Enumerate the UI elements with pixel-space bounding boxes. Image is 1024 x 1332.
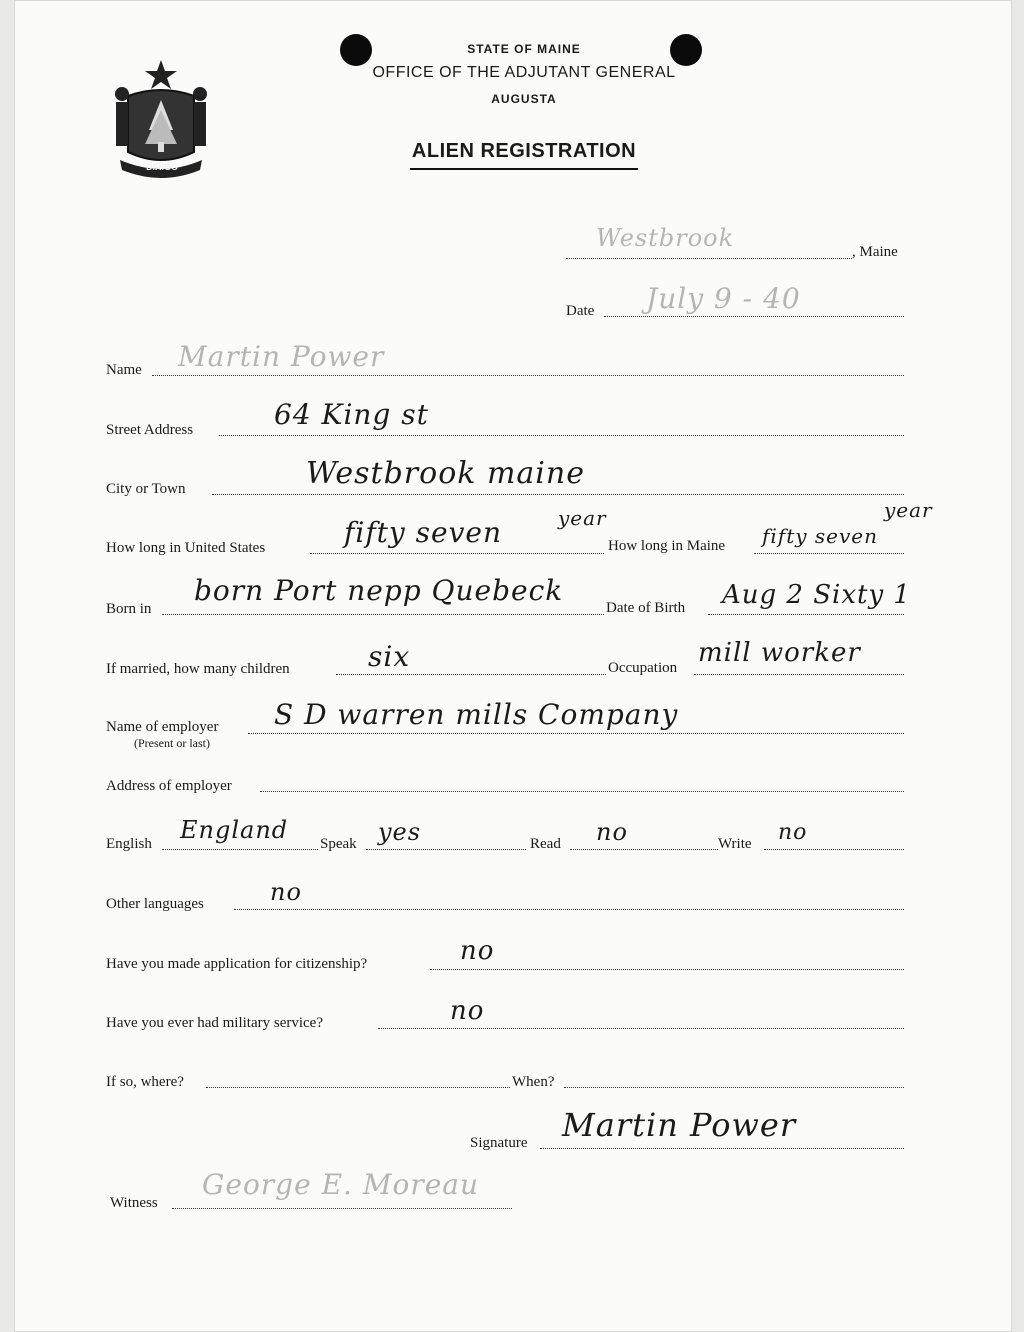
header-office: OFFICE OF THE ADJUTANT GENERAL [372, 64, 676, 81]
write-line [764, 849, 904, 850]
military-label: Have you ever had military service? [106, 1015, 323, 1031]
date-value: July 9 - 40 [646, 282, 801, 315]
form-title [314, 140, 734, 163]
employer-address-label: Address of employer [106, 778, 232, 794]
when-label: When? [512, 1074, 555, 1090]
us-duration-value: fifty seven [344, 516, 503, 549]
witness-line [172, 1208, 512, 1209]
speak-value: yes [378, 818, 422, 846]
signature-value: Martin Power [562, 1106, 797, 1144]
english-line [162, 849, 318, 850]
read-line [570, 849, 718, 850]
maine-duration-label: How long in Maine [608, 538, 726, 554]
us-duration-line [310, 553, 604, 554]
maine-duration-value: fifty seven [762, 524, 879, 548]
date-label: Date [566, 303, 595, 319]
employer-sublabel: (Present or last) [134, 736, 210, 750]
dob-value: Aug 2 Sixty 1 [722, 580, 911, 610]
name-value: Martin Power [178, 340, 385, 373]
when-line [564, 1087, 904, 1088]
english-label: English [106, 836, 152, 852]
name-label: Name [106, 362, 142, 378]
employer-line [248, 733, 904, 734]
dob-line [708, 614, 904, 615]
city-line [212, 494, 904, 495]
town-line [566, 258, 852, 259]
form-page [14, 0, 1012, 1332]
street-value: 64 King st [274, 398, 429, 431]
military-line [378, 1028, 904, 1029]
header-state: STATE OF MAINE [467, 42, 581, 56]
where-label: If so, where? [106, 1074, 184, 1090]
maine-duration-line [754, 553, 904, 554]
dob-label: Date of Birth [606, 600, 686, 616]
read-label: Read [530, 836, 561, 852]
state-seal [106, 56, 216, 184]
us-duration-label: How long in United States [106, 540, 266, 556]
citizenship-line [430, 969, 904, 970]
speak-line [366, 849, 526, 850]
other-languages-label: Other languages [106, 896, 204, 912]
read-value: no [596, 818, 628, 846]
seal-motto: DIRIGO [145, 162, 178, 172]
children-label: If married, how many children [106, 661, 290, 677]
born-label: Born in [106, 601, 152, 617]
maine-duration-unit: year [884, 498, 933, 522]
other-languages-value: no [270, 878, 302, 906]
employer-value: S D warren mills Company [274, 698, 679, 731]
born-value: born Port nepp Quebeck [194, 574, 564, 607]
employer-address-line [260, 791, 904, 792]
born-line [162, 614, 604, 615]
name-line [152, 375, 904, 376]
write-label: Write [718, 836, 752, 852]
write-value: no [778, 820, 808, 845]
english-value: England [180, 816, 289, 844]
signature-label: Signature [470, 1135, 528, 1151]
occupation-value: mill worker [698, 638, 861, 668]
military-value: no [450, 996, 485, 1026]
town-value: Westbrook [596, 224, 735, 252]
signature-line [540, 1148, 904, 1149]
children-value: six [368, 640, 411, 673]
witness-label: Witness [110, 1195, 158, 1211]
city-value: Westbrook maine [306, 456, 585, 491]
street-label: Street Address [106, 422, 194, 438]
citizenship-label: Have you made application for citizenship? [106, 956, 368, 972]
header-city: AUGUSTA [491, 92, 557, 106]
us-duration-unit: year [558, 506, 607, 530]
citizenship-value: no [460, 936, 495, 966]
employer-label: Name of employer [106, 719, 219, 735]
town-suffix: , Maine [852, 244, 898, 260]
city-label: City or Town [106, 481, 186, 497]
speak-label: Speak [320, 836, 357, 852]
children-line [336, 674, 606, 675]
other-languages-line [234, 909, 904, 910]
form-title-text: ALIEN REGISTRATION [410, 140, 638, 170]
occupation-line [694, 674, 904, 675]
occupation-label: Occupation [608, 660, 678, 676]
witness-value: George E. Moreau [202, 1168, 480, 1201]
where-line [206, 1087, 510, 1088]
street-line [219, 435, 904, 436]
date-line [604, 316, 904, 317]
